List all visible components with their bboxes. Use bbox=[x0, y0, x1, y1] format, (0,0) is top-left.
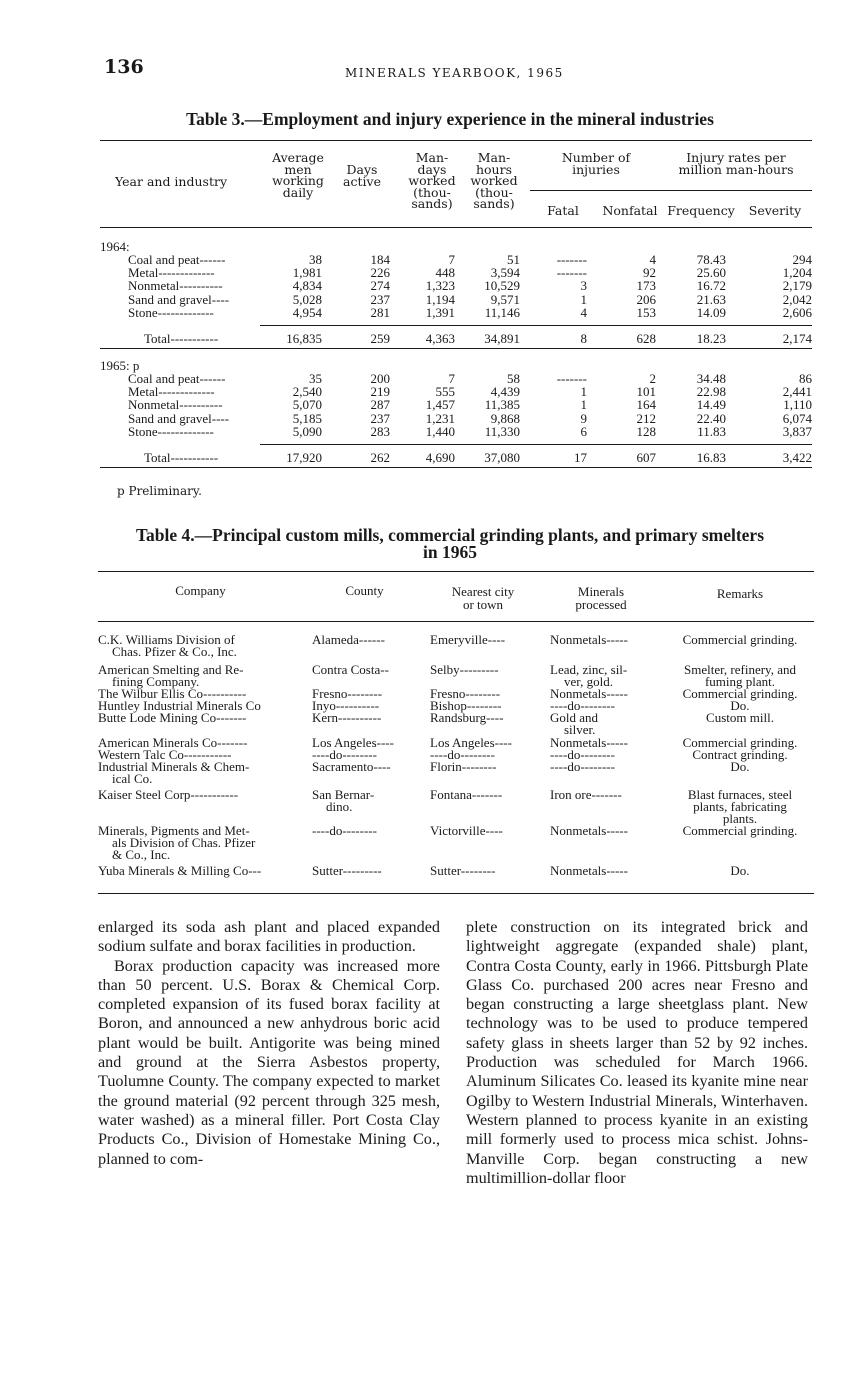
cell-days: 281 bbox=[370, 304, 390, 320]
cell-fatal: 9 bbox=[580, 410, 587, 426]
cell-remarks bbox=[666, 634, 814, 646]
cell-men: 5,070 bbox=[292, 397, 322, 413]
cell-company bbox=[98, 789, 303, 801]
total-row bbox=[100, 451, 812, 464]
cell-fatal: 6 bbox=[580, 423, 587, 439]
header-line: sands) bbox=[473, 196, 515, 211]
cell-line: & Co., Inc. bbox=[112, 847, 171, 862]
cell-line: Butte Lode Mining Co------- bbox=[98, 710, 247, 725]
cell-freq: 16.83 bbox=[696, 450, 726, 465]
table-row bbox=[100, 306, 812, 319]
cell-fatal: 8 bbox=[580, 331, 587, 346]
cell-fatal: ------- bbox=[556, 371, 587, 386]
cell-manhours: 9,571 bbox=[490, 291, 520, 307]
cell-men: 38 bbox=[309, 252, 322, 267]
cell-line: C.K. Williams Division of bbox=[98, 632, 235, 647]
cell-freq: 14.09 bbox=[696, 304, 726, 320]
cell-freq: 22.40 bbox=[696, 410, 726, 426]
header-line: processed bbox=[575, 597, 627, 612]
header-line: Injury rates per bbox=[686, 150, 786, 165]
cell-freq: 18.23 bbox=[696, 331, 726, 346]
cell-remarks bbox=[666, 712, 814, 724]
header-line: (thou- bbox=[413, 184, 451, 200]
cell-city bbox=[430, 761, 540, 773]
cell-days: 200 bbox=[370, 371, 390, 386]
table-row bbox=[100, 372, 812, 385]
cell-mandays: 448 bbox=[435, 265, 455, 281]
cell-company bbox=[98, 634, 303, 658]
cell-men: 17,920 bbox=[286, 450, 322, 465]
cell-line: Alameda------ bbox=[312, 632, 385, 647]
header-line: Man- bbox=[415, 150, 449, 165]
row-label: Nonmetal---------- bbox=[128, 278, 223, 294]
total-rule bbox=[260, 325, 812, 326]
row-label: Stone------------- bbox=[128, 423, 214, 439]
cell-line: American Smelting and Re- bbox=[98, 662, 244, 677]
cell-nonfatal: 4 bbox=[649, 252, 656, 267]
cell-days: 283 bbox=[370, 423, 390, 439]
cell-line: Lead, zinc, sil- bbox=[550, 662, 628, 677]
table3-top-rule bbox=[100, 140, 812, 141]
row-label: Stone------------- bbox=[128, 304, 214, 320]
row-label: Sand and gravel---- bbox=[128, 410, 230, 426]
cell-line: Blast furnaces, steel bbox=[687, 787, 793, 802]
cell-days: 262 bbox=[370, 450, 390, 465]
cell-minerals bbox=[550, 865, 660, 877]
cell-company bbox=[98, 865, 303, 877]
cell-minerals bbox=[550, 761, 660, 773]
header-days bbox=[332, 164, 392, 187]
cell-freq: 22.98 bbox=[696, 384, 726, 400]
cell-line: Custom mill. bbox=[706, 710, 774, 725]
cell-nonfatal: 92 bbox=[643, 265, 656, 281]
cell-line: Bishop-------- bbox=[430, 698, 502, 713]
cell-line: Nonmetals----- bbox=[550, 632, 628, 647]
cell-line: Western Talc Co----------- bbox=[98, 747, 232, 762]
cell-freq: 78.43 bbox=[696, 252, 726, 267]
cell-nonfatal: 628 bbox=[636, 331, 656, 346]
cell-city bbox=[430, 825, 540, 837]
cell-mandays: 1,323 bbox=[425, 278, 455, 294]
header-injuries bbox=[536, 152, 656, 175]
header-line: Company bbox=[175, 583, 226, 598]
header-line: worked bbox=[408, 173, 456, 188]
table-row bbox=[100, 425, 812, 438]
cell-line: The Wilbur Ellis Co---------- bbox=[98, 686, 247, 701]
cell-freq: 11.83 bbox=[697, 423, 726, 439]
cell-line: dino. bbox=[326, 799, 353, 814]
cell-manhours: 9,868 bbox=[490, 410, 520, 426]
cell-line: Nonmetals----- bbox=[550, 686, 628, 701]
cell-company bbox=[98, 712, 303, 724]
cell-freq: 21.63 bbox=[696, 291, 726, 307]
cell-mandays: 4,363 bbox=[425, 331, 455, 346]
cell-remarks bbox=[666, 825, 814, 837]
cell-line: ver, gold. bbox=[564, 674, 613, 689]
cell-line: ----do-------- bbox=[550, 747, 615, 762]
cell-remarks bbox=[666, 789, 814, 825]
cell-county bbox=[312, 634, 417, 646]
cell-line: ----do-------- bbox=[550, 759, 615, 774]
cell-fatal: 1 bbox=[580, 291, 587, 307]
cell-manhours: 58 bbox=[507, 371, 520, 386]
cell-sev: 2,179 bbox=[782, 278, 812, 294]
cell-men: 1,981 bbox=[292, 265, 322, 281]
cell-days: 226 bbox=[370, 265, 390, 281]
table4-header-rule bbox=[98, 621, 814, 622]
cell-company bbox=[98, 761, 303, 785]
cell-fatal: 4 bbox=[580, 304, 587, 320]
row-label: Total----------- bbox=[144, 331, 219, 346]
cell-fatal: ------- bbox=[556, 265, 587, 281]
cell-manhours: 3,594 bbox=[490, 265, 520, 281]
header-line: Year and industry bbox=[114, 174, 228, 189]
cell-line: Do. bbox=[730, 863, 750, 878]
row-label: Coal and peat------ bbox=[128, 252, 226, 267]
header-line: Number of bbox=[561, 150, 631, 165]
cell-nonfatal: 164 bbox=[636, 397, 656, 413]
cell-line: Kern---------- bbox=[312, 710, 382, 725]
paragraph: plete construction on its integrated brick and lightweight aggregate (expanded shale) plant, Contra Costa County, early in 1966. Pittsburgh Plate Glass Co. purchased 200 acres near Fresno and began constructing a large sheetglass plant. New technology was to be used to produce tempered safety glass in sheets larger than 52 by 92 inches. Production was scheduled for March 1966. Aluminum Silicates Co. leased its kyanite mine near Ogilby to Western Industrial Minerals, Winterhaven. Western planned to process kyanite in an existing mill formerly used to process mica schist. Johns-Manville Corp. began constructing a new multimillion-dollar floor bbox=[466, 918, 808, 1187]
cell-fatal: ------- bbox=[556, 252, 587, 267]
cell-remarks bbox=[666, 761, 814, 773]
cell-men: 16,835 bbox=[286, 331, 322, 346]
body-column-right bbox=[466, 918, 808, 1188]
page-number: 136 bbox=[104, 56, 144, 78]
table4-top-rule bbox=[98, 571, 814, 572]
cell-city bbox=[430, 712, 540, 724]
cell-line: Nonmetals----- bbox=[550, 863, 628, 878]
cell-minerals bbox=[550, 789, 660, 801]
table-row bbox=[100, 266, 812, 279]
cell-freq: 25.60 bbox=[696, 265, 726, 281]
year-text: 1965: p bbox=[100, 358, 140, 373]
cell-line: Selby--------- bbox=[430, 662, 499, 677]
cell-minerals bbox=[550, 634, 660, 646]
cell-manhours: 10,529 bbox=[484, 278, 520, 294]
cell-line: Chas. Pfizer & Co., Inc. bbox=[112, 644, 237, 659]
cell-sev: 2,174 bbox=[782, 331, 812, 346]
cell-line: Los Angeles---- bbox=[312, 735, 394, 750]
cell-men: 35 bbox=[309, 371, 322, 386]
cell-company bbox=[98, 825, 303, 861]
header-severity: Severity bbox=[748, 203, 802, 218]
cell-freq: 16.72 bbox=[696, 278, 726, 294]
cell-men: 2,540 bbox=[292, 384, 322, 400]
cell-line: Contract grinding. bbox=[692, 747, 788, 762]
cell-county bbox=[312, 825, 417, 837]
table4-title-line2: in 1965 bbox=[423, 542, 477, 562]
header-rates bbox=[660, 152, 812, 175]
cell-line: Do. bbox=[730, 698, 750, 713]
cell-manhours: 37,080 bbox=[484, 450, 520, 465]
cell-sev: 2,042 bbox=[782, 291, 812, 307]
row-label: Metal------------- bbox=[128, 265, 215, 281]
header-remarks bbox=[666, 587, 814, 600]
cell-mandays: 7 bbox=[448, 252, 455, 267]
cell-line: Emeryville---- bbox=[430, 632, 506, 647]
cell-line: ----do-------- bbox=[312, 747, 377, 762]
cell-manhours: 11,330 bbox=[484, 423, 520, 439]
header-line: Man- bbox=[477, 150, 511, 165]
cell-mandays: 4,690 bbox=[425, 450, 455, 465]
cell-city bbox=[430, 664, 540, 676]
group-rule bbox=[100, 467, 812, 468]
cell-sev: 294 bbox=[792, 252, 812, 267]
cell-men: 5,028 bbox=[292, 291, 322, 307]
cell-fatal: 3 bbox=[580, 278, 587, 294]
cell-line: Los Angeles---- bbox=[430, 735, 512, 750]
header-line: or town bbox=[462, 597, 504, 612]
cell-line: Industrial Minerals & Chem- bbox=[98, 759, 250, 774]
cell-sev: 6,074 bbox=[782, 410, 812, 426]
cell-line: Yuba Minerals & Milling Co--- bbox=[98, 863, 262, 878]
cell-manhours: 51 bbox=[507, 252, 520, 267]
header-line: Average bbox=[272, 150, 324, 165]
cell-manhours: 11,385 bbox=[484, 397, 520, 413]
cell-line: Commercial grinding. bbox=[682, 632, 798, 647]
cell-line: Fontana------- bbox=[430, 787, 503, 802]
cell-line: Sacramento---- bbox=[312, 759, 391, 774]
total-rule bbox=[260, 444, 812, 445]
header-line: Remarks bbox=[716, 586, 764, 601]
cell-mandays: 1,440 bbox=[425, 423, 455, 439]
cell-line: Minerals, Pigments and Met- bbox=[98, 823, 250, 838]
total-row bbox=[100, 332, 812, 345]
cell-days: 184 bbox=[370, 252, 390, 267]
table-row bbox=[100, 293, 812, 306]
cell-sev: 1,204 bbox=[782, 265, 812, 281]
header-company bbox=[98, 584, 303, 597]
cell-nonfatal: 607 bbox=[636, 450, 656, 465]
cell-line: Sutter-------- bbox=[430, 863, 496, 878]
header-line: Nearest city bbox=[451, 584, 515, 599]
cell-line: Inyo---------- bbox=[312, 698, 380, 713]
header-line: working bbox=[272, 173, 324, 188]
header-county bbox=[312, 584, 417, 597]
running-head: MINERALS YEARBOOK, 1965 bbox=[345, 66, 564, 80]
cell-men: 5,090 bbox=[292, 423, 322, 439]
cell-freq: 34.48 bbox=[696, 371, 726, 386]
cell-line: Gold and bbox=[550, 710, 599, 725]
cell-line: silver. bbox=[564, 722, 596, 737]
cell-county bbox=[312, 789, 417, 813]
cell-men: 4,834 bbox=[292, 278, 322, 294]
header-line: men bbox=[284, 161, 312, 177]
cell-line: San Bernar- bbox=[312, 787, 375, 802]
cell-line: Commercial grinding. bbox=[682, 823, 798, 838]
cell-minerals bbox=[550, 825, 660, 837]
cell-nonfatal: 206 bbox=[636, 291, 656, 307]
cell-sev: 86 bbox=[799, 371, 812, 386]
header-city bbox=[428, 585, 538, 611]
cell-manhours: 4,439 bbox=[490, 384, 520, 400]
cell-minerals bbox=[550, 664, 660, 688]
cell-nonfatal: 128 bbox=[636, 423, 656, 439]
cell-days: 274 bbox=[370, 278, 390, 294]
paragraph: Borax production capacity was increased more than 50 percent. U.S. Borax & Chemical Corp. completed expansion of its fused borax facility at Boron, and announced a new anhydrous boric acid plant would be built. Antigorite was being mined and ground at the Sierra Asbestos property, Tuolumne County. The company expected to market the ground material (92 percent through 325 mesh, water washed) as a mineral filler. Port Costa Clay Products Co., Division of Homestake Mining Co., planned to com- bbox=[98, 956, 440, 1168]
cell-line: Iron ore------- bbox=[550, 787, 622, 802]
table-row bbox=[100, 412, 812, 425]
header-line: active bbox=[343, 173, 381, 189]
cell-remarks bbox=[666, 865, 814, 877]
cell-remarks bbox=[666, 664, 814, 688]
cell-nonfatal: 173 bbox=[636, 278, 656, 294]
cell-county bbox=[312, 712, 417, 724]
cell-freq: 14.49 bbox=[696, 397, 726, 413]
cell-line: ----do-------- bbox=[430, 747, 495, 762]
cell-line: ----do-------- bbox=[312, 823, 377, 838]
header-line: (thou- bbox=[475, 184, 513, 200]
cell-mandays: 1,194 bbox=[425, 291, 455, 307]
table-row bbox=[100, 398, 812, 411]
cell-line: Commercial grinding. bbox=[682, 686, 798, 701]
cell-line: als Division of Chas. Pfizer bbox=[112, 835, 256, 850]
header-line: daily bbox=[282, 184, 314, 200]
cell-county bbox=[312, 865, 417, 877]
cell-line: Florin-------- bbox=[430, 759, 497, 774]
cell-nonfatal: 153 bbox=[636, 304, 656, 320]
cell-line: American Minerals Co------- bbox=[98, 735, 248, 750]
header-frequency: Frequency bbox=[667, 203, 735, 218]
header-bottom-rule bbox=[100, 227, 812, 228]
header-minerals bbox=[546, 585, 656, 611]
cell-mandays: 7 bbox=[448, 371, 455, 386]
cell-days: 287 bbox=[370, 397, 390, 413]
cell-sev: 2,606 bbox=[782, 304, 812, 320]
cell-fatal: 1 bbox=[580, 384, 587, 400]
header-line: County bbox=[345, 583, 384, 598]
cell-line: Huntley Industrial Minerals Co bbox=[98, 698, 261, 713]
header-fatal: Fatal bbox=[547, 203, 579, 218]
cell-fatal: 1 bbox=[580, 397, 587, 413]
group-rule bbox=[100, 348, 812, 349]
header-line: injuries bbox=[572, 161, 620, 177]
cell-sev: 2,441 bbox=[782, 384, 812, 400]
table3-footnote: p Preliminary. bbox=[117, 484, 202, 498]
cell-line: Contra Costa-- bbox=[312, 662, 389, 677]
body-column-left bbox=[98, 918, 440, 1169]
cell-days: 237 bbox=[370, 291, 390, 307]
cell-manhours: 11,146 bbox=[484, 304, 520, 320]
cell-mandays: 1,457 bbox=[425, 397, 455, 413]
header-avg_men bbox=[258, 152, 338, 198]
table-row bbox=[100, 385, 812, 398]
cell-city bbox=[430, 865, 540, 877]
header-line: hours bbox=[475, 161, 513, 177]
table-row bbox=[100, 279, 812, 292]
cell-city bbox=[430, 634, 540, 646]
row-label: Coal and peat------ bbox=[128, 371, 226, 386]
injury-header-rule bbox=[530, 190, 812, 191]
cell-mandays: 555 bbox=[435, 384, 455, 400]
cell-line: fining Company. bbox=[112, 674, 200, 689]
cell-line: Fresno-------- bbox=[312, 686, 383, 701]
cell-men: 5,185 bbox=[292, 410, 322, 426]
table-row bbox=[100, 253, 812, 266]
header-year bbox=[100, 176, 242, 188]
cell-fatal: 17 bbox=[574, 450, 587, 465]
cell-nonfatal: 212 bbox=[636, 410, 656, 426]
cell-manhours: 34,891 bbox=[484, 331, 520, 346]
cell-line: ----do-------- bbox=[550, 698, 615, 713]
cell-county bbox=[312, 664, 417, 676]
cell-days: 219 bbox=[370, 384, 390, 400]
cell-sev: 1,110 bbox=[783, 397, 812, 413]
table3-title: Table 3.—Employment and injury experience in the mineral industries bbox=[186, 109, 714, 129]
header-line: million man-hours bbox=[678, 161, 794, 177]
header-line: sands) bbox=[411, 196, 453, 211]
cell-line: Victorville---- bbox=[430, 823, 503, 838]
table4-title: Table 4.—Principal custom mills, commercial grinding plants, and primary smelters bbox=[135, 525, 765, 545]
header-line: worked bbox=[470, 173, 518, 188]
cell-line: Nonmetals----- bbox=[550, 823, 628, 838]
cell-line: Nonmetals----- bbox=[550, 735, 628, 750]
cell-city bbox=[430, 789, 540, 801]
header-line: Minerals bbox=[577, 584, 625, 599]
cell-mandays: 1,391 bbox=[425, 304, 455, 320]
cell-line: Commercial grinding. bbox=[682, 735, 798, 750]
cell-line: Sutter--------- bbox=[312, 863, 382, 878]
year-text: 1964: bbox=[100, 239, 130, 254]
cell-men: 4,954 bbox=[292, 304, 322, 320]
cell-days: 259 bbox=[370, 331, 390, 346]
row-label: Total----------- bbox=[144, 450, 219, 465]
cell-line: ical Co. bbox=[112, 771, 153, 786]
header-line: Days bbox=[346, 162, 378, 177]
row-label: Metal------------- bbox=[128, 384, 215, 400]
cell-minerals bbox=[550, 712, 660, 736]
header-man_hours bbox=[454, 152, 534, 210]
cell-line: Fresno-------- bbox=[430, 686, 501, 701]
paragraph: enlarged its soda ash plant and placed expanded sodium sulfate and borax facilities in production. bbox=[98, 918, 440, 956]
cell-sev: 3,837 bbox=[782, 423, 812, 439]
row-label: Sand and gravel---- bbox=[128, 291, 230, 307]
cell-line: Smelter, refinery, and bbox=[684, 662, 796, 677]
cell-line: fuming plant. bbox=[704, 674, 776, 689]
cell-line: Randsburg---- bbox=[430, 710, 504, 725]
cell-nonfatal: 101 bbox=[636, 384, 656, 400]
cell-nonfatal: 2 bbox=[649, 371, 656, 386]
cell-sev: 3,422 bbox=[782, 450, 812, 465]
header-nonfatal: Nonfatal bbox=[602, 203, 658, 218]
table4-bottom-rule bbox=[98, 893, 814, 894]
cell-company bbox=[98, 664, 303, 688]
cell-mandays: 1,231 bbox=[425, 410, 455, 426]
cell-county bbox=[312, 761, 417, 773]
cell-line: Do. bbox=[730, 759, 750, 774]
cell-line: plants, fabricating bbox=[693, 799, 787, 814]
row-label: Nonmetal---------- bbox=[128, 397, 223, 413]
header-line: days bbox=[417, 161, 447, 177]
cell-days: 237 bbox=[370, 410, 390, 426]
cell-line: plants. bbox=[722, 811, 758, 826]
cell-line: Kaiser Steel Corp----------- bbox=[98, 787, 239, 802]
